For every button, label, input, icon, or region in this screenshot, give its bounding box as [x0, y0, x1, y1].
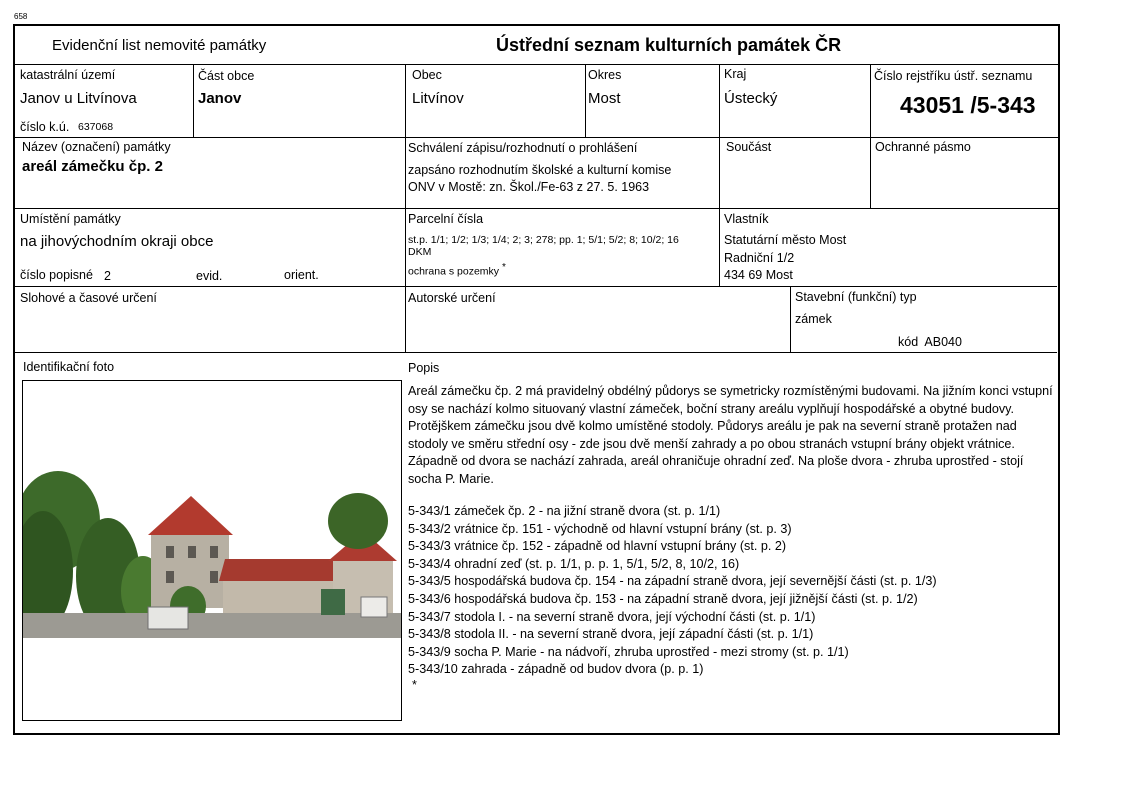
protection-zone-label: Ochranné pásmo — [875, 140, 971, 154]
divider — [870, 64, 871, 208]
parcel-line-2: DKM — [408, 246, 432, 258]
parcel-label: Parcelní čísla — [408, 212, 484, 226]
photo-label: Identifikační foto — [23, 360, 115, 374]
author-label: Autorské určení — [408, 291, 496, 305]
location-label: Umístění památky — [20, 212, 121, 226]
register-number-value — [900, 92, 1036, 119]
register-title: Ústřední seznam kulturních památek ČR — [496, 35, 842, 55]
divider — [15, 208, 1060, 209]
photo-illustration — [23, 381, 401, 720]
component-list — [408, 503, 1053, 679]
location-value: na jihovýchodním okraji obce — [20, 233, 214, 250]
owner-line-1: Statutární město Most — [724, 233, 847, 247]
orient-label: orient. — [284, 268, 319, 282]
description-label: Popis — [408, 361, 440, 375]
municipal-part-label: Část obce — [198, 69, 255, 83]
list-item: 5-343/8 stodola II. - na severní straně dvora, její západní části (st. p. 1/1) — [408, 627, 814, 642]
component-label: Součást — [726, 140, 772, 154]
type-code — [898, 335, 962, 349]
divider — [15, 286, 1057, 287]
evid-label: evid. — [196, 269, 223, 283]
list-item: 5-343/1 zámeček čp. 2 - na jižní straně dvora (st. p. 1/1) — [408, 504, 721, 518]
cadastral-number-label: číslo k.ú. — [20, 120, 70, 134]
register-number-label: Číslo rejstříku ústř. seznamu — [874, 69, 1033, 83]
divider — [193, 64, 194, 137]
parcel-line-1: st.p. 1/1; 1/2; 1/3; 1/4; 2; 3; 278; pp. 1; 5/1; 5/2; 8; 10/2; 16 — [408, 234, 679, 246]
page-number: 658 — [14, 12, 28, 21]
list-item: 5-343/9 socha P. Marie - na nádvoří, zhruba uprostřed - mezi stromy (st. p. 1/1) — [408, 644, 849, 659]
list-item: 5-343/2 vrátnice čp. 151 - východně od hlavní vstupní brány (st. p. 3) — [408, 521, 792, 536]
municipality-label: Obec — [412, 68, 442, 82]
type-code-label: kód — [898, 335, 919, 349]
identification-photo — [22, 380, 402, 721]
list-item: 5-343/3 vrátnice čp. 152 - západně od hlavní vstupní brány (st. p. 2) — [408, 539, 787, 554]
building-type-label: Stavební (funkční) typ — [795, 290, 917, 304]
divider — [405, 64, 406, 352]
parcel-line-3 — [408, 262, 506, 278]
cadastral-area-label: katastrální území — [20, 68, 116, 82]
divider — [719, 64, 720, 286]
footnote-star: * — [412, 678, 417, 692]
region-label: Kraj — [724, 67, 747, 81]
approval-label: Schválení zápisu/rozhodnutí o prohlášení — [408, 141, 638, 155]
parcel-protection-text: ochrana s pozemky — [408, 265, 500, 278]
building-type-value: zámek — [795, 312, 832, 326]
list-item: 5-343/4 ohradní zeď (st. p. 1/1, p. p. 1, 5/1, 5/2, 8, 10/2, 16) — [408, 556, 740, 571]
form-title: Evidenční list nemovité památky — [52, 37, 267, 54]
divider — [790, 286, 791, 352]
divider — [15, 352, 1057, 353]
municipality-value: Litvínov — [412, 90, 464, 107]
divider — [15, 137, 1060, 138]
owner-label: Vlastník — [724, 212, 769, 226]
parcel-star: * — [501, 262, 506, 273]
description-text: Areál zámečku čp. 2 má pravidelný obdélný půdorys se symetricky rozmístěnými budovami. Na jižním konci vstupní osy se nachází kolmo situovaný vlastní zámeček, boční strany areálu vyplňují hospodářské a obytné budovy. Protějškem zámečku jsou dvě kolmo umístěné stodoly. Půdorys areálu je pak na severní straně protažen nad stodoly ve směru střední osy - zde jsou dvě menší zahrady a po obou stranách vstupní brány objekt vrátnice. Západně od dvora se nachází zahrada, areál ohraničuje ohradní zeď. Na ploše dvora - zhruba uprostřed - stojí socha P. Marie. — [408, 384, 1053, 486]
list-item: 5-343/7 stodola I. - na severní straně dvora, její východní části (st. p. 1/1) — [408, 609, 816, 624]
house-number-value: 2 — [104, 269, 111, 283]
cadastral-area-value: Janov u Litvínova — [20, 90, 137, 107]
house-number-label: číslo popisné — [20, 268, 93, 282]
municipal-part-value: Janov — [198, 90, 242, 107]
style-period-label: Slohové a časové určení — [20, 291, 157, 305]
monument-name-value: areál zámečku čp. 2 — [22, 158, 163, 175]
cadastral-number-value: 637068 — [78, 121, 114, 133]
region-value: Ústecký — [724, 90, 778, 107]
register-number-main: 43051 — [900, 92, 964, 118]
owner-line-2: Radniční 1/2 — [724, 251, 795, 265]
district-value: Most — [588, 90, 621, 107]
divider — [585, 64, 586, 137]
type-code-value: AB040 — [924, 335, 962, 349]
register-number-suffix: /5-343 — [970, 92, 1036, 118]
approval-line-1: zapsáno rozhodnutím školské a kulturní komise — [408, 163, 672, 177]
monument-name-label: Název (označení) památky — [22, 140, 171, 154]
list-item: 5-343/10 zahrada - západně od budov dvora (p. p. 1) — [408, 662, 704, 677]
approval-line-2: ONV v Mostě: zn. Škol./Fe-63 z 27. 5. 1963 — [408, 180, 650, 194]
divider — [15, 64, 1060, 65]
owner-line-3: 434 69 Most — [724, 268, 793, 282]
list-item: 5-343/6 hospodářská budova čp. 153 - na západní straně dvora, její jižnější části (st. p. 1/2) — [408, 591, 918, 606]
list-item: 5-343/5 hospodářská budova čp. 154 - na západní straně dvora, její severnější části (st. p. 1/3) — [408, 574, 937, 589]
district-label: Okres — [588, 68, 622, 82]
